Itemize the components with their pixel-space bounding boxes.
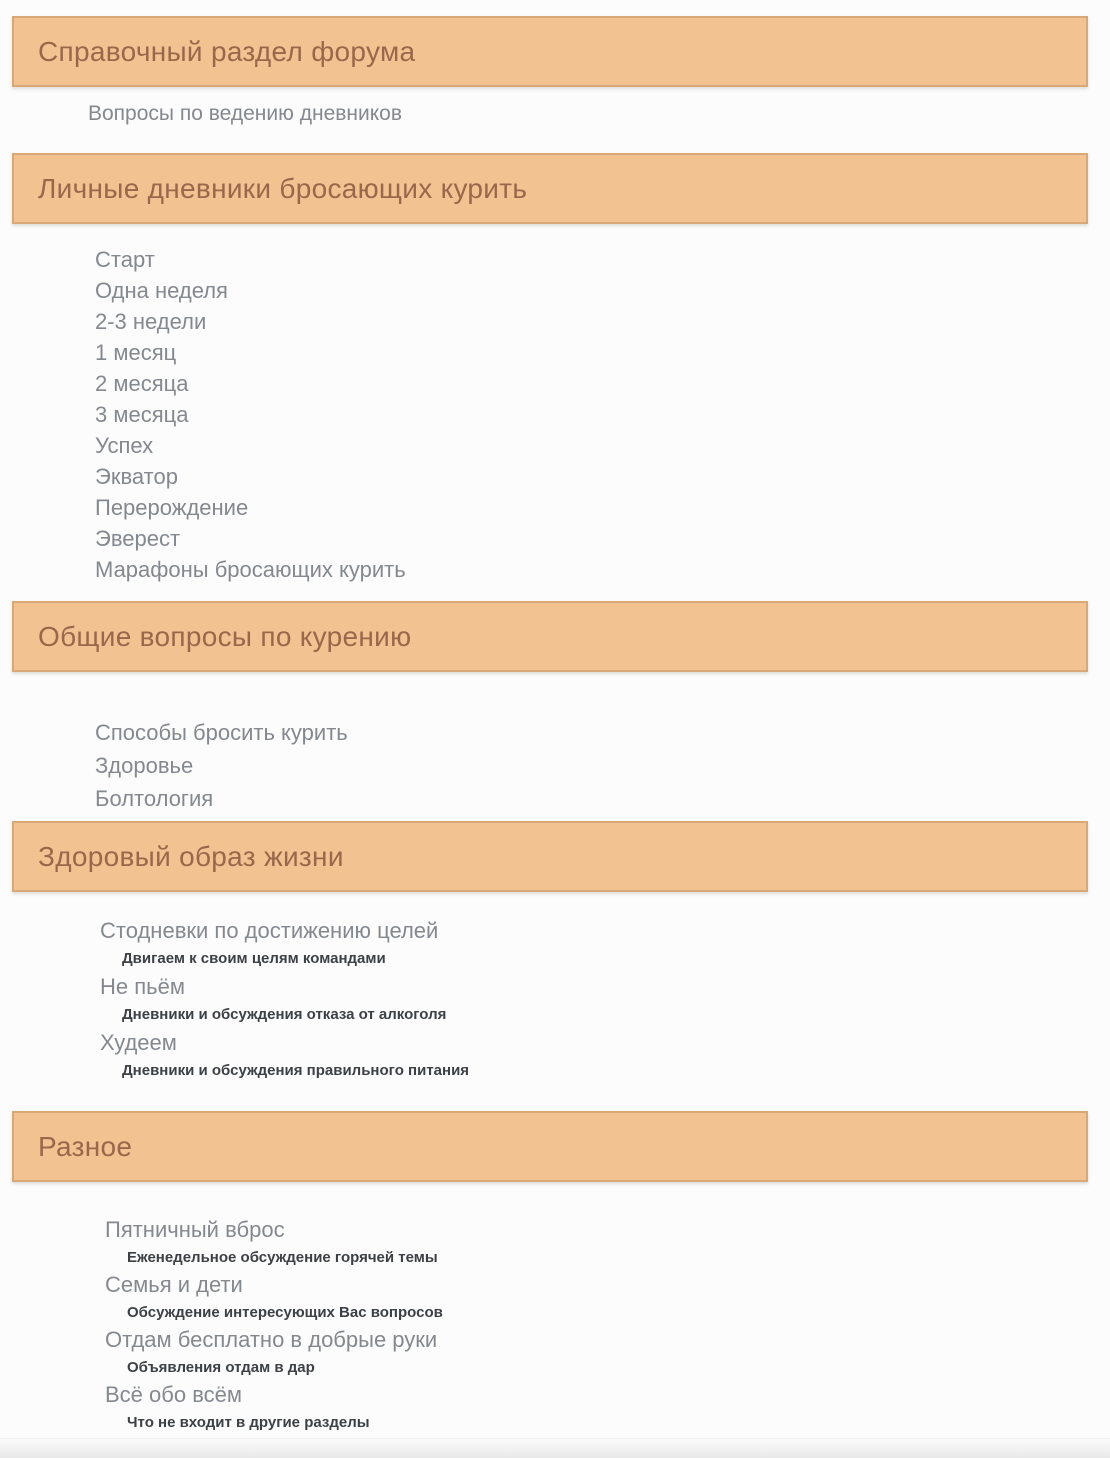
category-header-bar [12,153,1088,224]
forum-description: Дневники и обсуждения отказа от алкоголя [122,1006,447,1023]
forum-item [105,1271,1110,1326]
forum-name-link[interactable]: Отдам бесплатно в добрые руки [105,1327,438,1352]
forum-list [105,1216,1110,1436]
forum-list [95,716,1110,815]
forum-name-link[interactable]: Одна неделя [95,278,228,303]
forum-description: Что не входит в другие разделы [127,1414,370,1431]
category-header-bar [12,1111,1088,1182]
forum-item [105,1326,1110,1381]
forum-description: Еженедельное обсуждение горячей темы [127,1249,438,1266]
forum-item [95,716,1110,749]
category-title[interactable]: Личные дневники бросающих курить [38,172,528,204]
category-title[interactable]: Разное [38,1130,133,1162]
category-title[interactable]: Справочный раздел форума [38,35,416,67]
forum-item [105,1381,1110,1436]
forum-name-link[interactable]: 2 месяца [95,371,189,396]
forum-list [88,101,1110,127]
forum-item [105,1216,1110,1271]
forum-item [95,523,1110,554]
category-header-bar [12,16,1088,87]
forum-item [95,399,1110,430]
forum-name-link[interactable]: Марафоны бросающих курить [95,557,406,582]
forum-item [100,916,1110,972]
forum-item [100,1028,1110,1084]
forum-item [95,749,1110,782]
forum-item [95,275,1110,306]
forum-item [95,461,1110,492]
forum-section-smoking [0,601,1110,815]
forum-name-link[interactable]: Перерождение [95,495,249,520]
forum-description: Объявления отдам в дар [127,1359,315,1376]
forum-item [100,972,1110,1028]
forum-item [95,782,1110,815]
forum-name-link[interactable]: Болтология [95,786,214,811]
forum-section-misc [0,1111,1110,1436]
forum-list [95,244,1110,585]
forum-name-link[interactable]: Худеем [100,1030,177,1055]
forum-name-link[interactable]: Семья и дети [105,1272,243,1297]
forum-description: Обсуждение интересующих Вас вопросов [127,1304,443,1321]
category-title[interactable]: Здоровый образ жизни [38,840,344,872]
category-header-bar [12,601,1088,672]
category-title[interactable]: Общие вопросы по курению [38,620,412,652]
forum-name-link[interactable]: Старт [95,247,155,272]
forum-section-healthy-life [0,821,1110,1084]
forum-name-link[interactable]: 1 месяц [95,340,177,365]
forum-item [88,101,1110,127]
forum-name-link[interactable]: Всё обо всём [105,1382,243,1407]
forum-name-link[interactable]: Успех [95,433,154,458]
forum-item [95,244,1110,275]
forum-description: Дневники и обсуждения правильного питания [122,1062,470,1079]
forum-item [95,368,1110,399]
forum-name-link[interactable]: Эверест [95,526,181,551]
forum-name-link[interactable]: Способы бросить курить [95,720,348,745]
forum-name-link[interactable]: Экватор [95,464,178,489]
forum-section-help [0,16,1110,127]
forum-section-diaries [0,153,1110,585]
forum-item [95,554,1110,585]
forum-item [95,430,1110,461]
category-header-bar [12,821,1088,892]
forum-item [95,337,1110,368]
forum-item [95,492,1110,523]
forum-name-link[interactable]: Здоровье [95,753,194,778]
footer-bar [0,1438,1110,1458]
forum-name-link[interactable]: Стодневки по достижению целей [100,918,439,943]
forum-item [95,306,1110,337]
forum-name-link[interactable]: Не пьём [100,974,185,999]
forum-name-link[interactable]: 2-3 недели [95,309,207,334]
forum-name-link[interactable]: Пятничный вброс [105,1217,285,1242]
forum-description: Двигаем к своим целям командами [122,950,386,967]
forum-name-link[interactable]: 3 месяца [95,402,189,427]
forum-list [100,916,1110,1084]
forum-name-link[interactable]: Вопросы по ведению дневников [88,102,402,125]
